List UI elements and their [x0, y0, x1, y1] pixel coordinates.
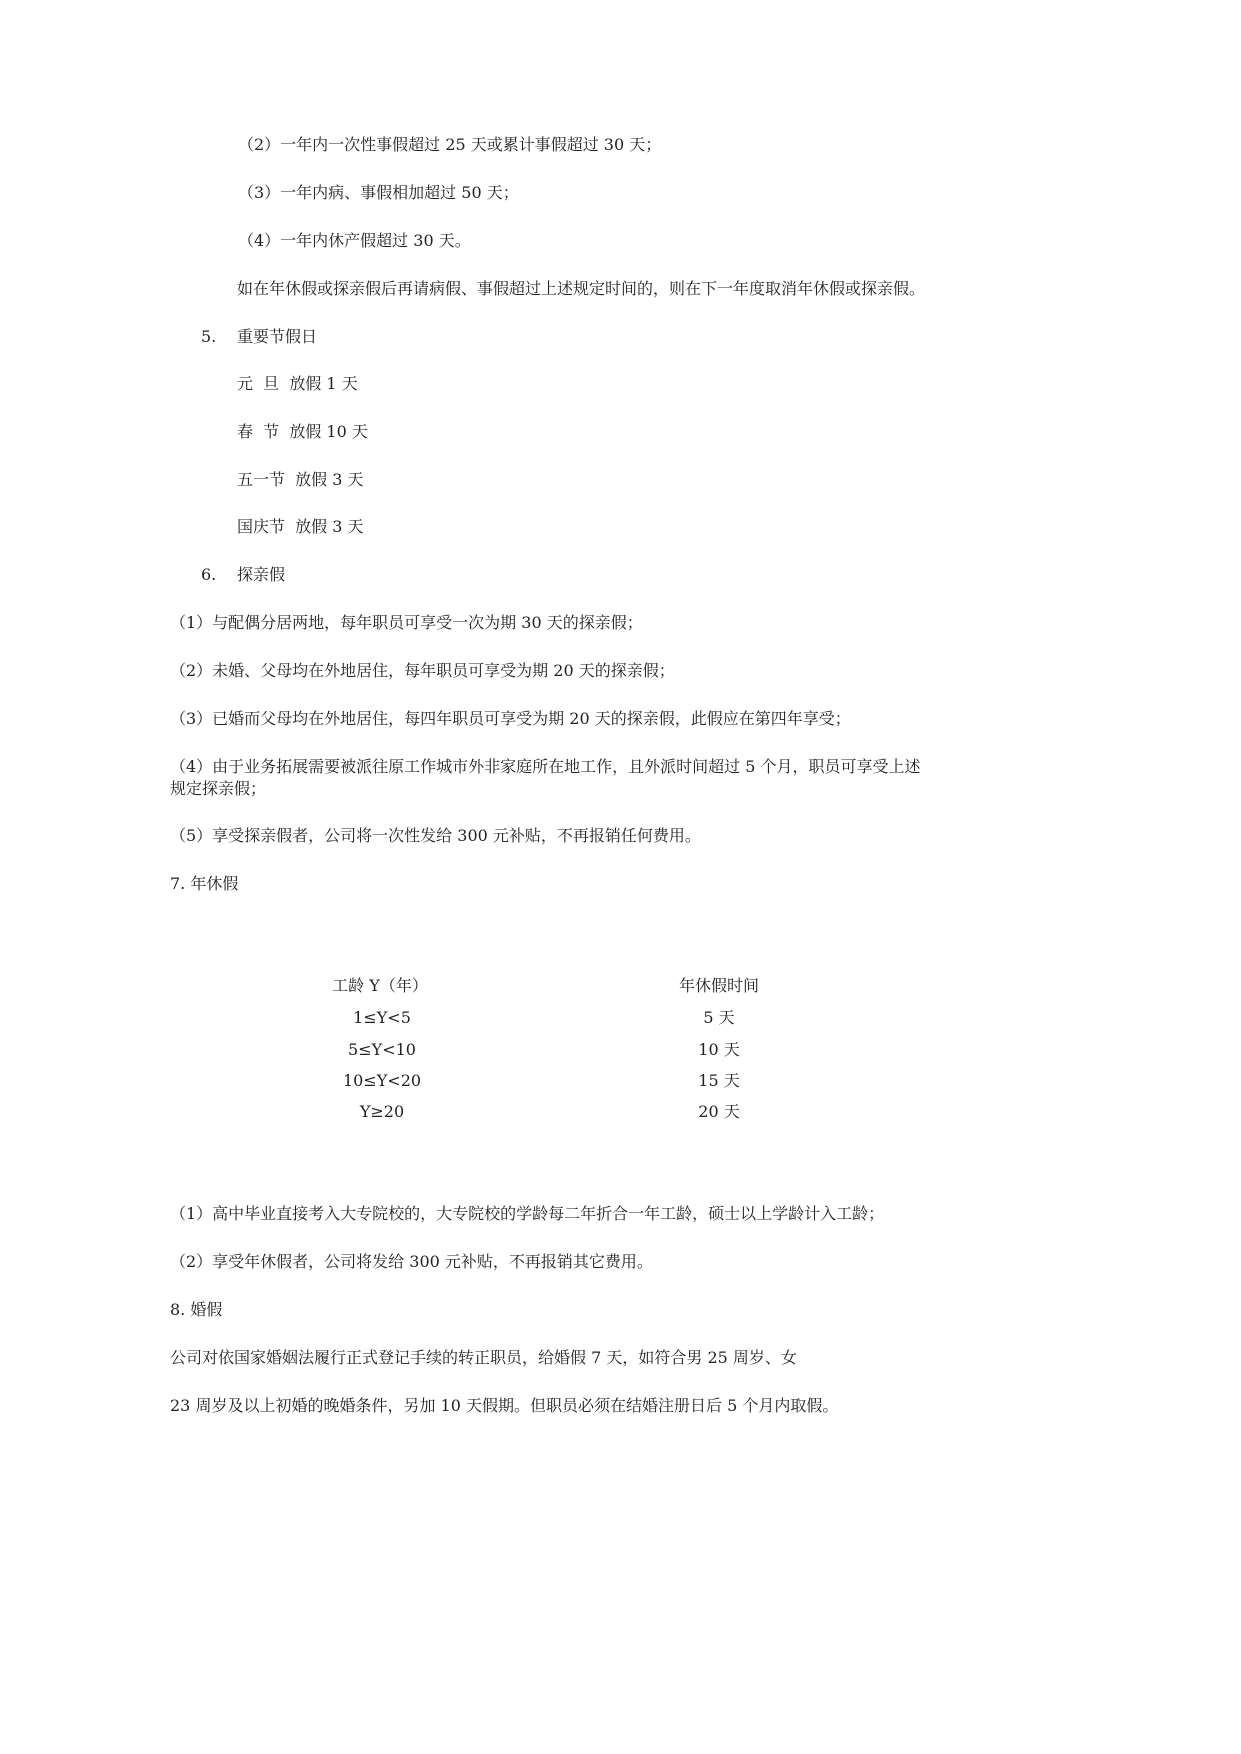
table-cell: 1≤Y<5	[353, 1008, 411, 1027]
section-7-title: 7. 年休假	[170, 874, 239, 893]
holiday-item: 元 旦 放假 1 天	[237, 374, 358, 393]
home-leave-item: （2）未婚、父母均在外地居住，每年职员可享受为期 20 天的探亲假；	[170, 661, 675, 680]
section-5-title: 重要节假日	[237, 327, 318, 346]
section-6-title: 探亲假	[237, 565, 286, 584]
marriage-leave-text: 公司对依国家婚姻法履行正式登记手续的转正职员，给婚假 7 天，如符合男 25 周岁、女	[170, 1348, 797, 1367]
condition-item-4: （4）一年内休产假超过 30 天。	[238, 231, 471, 250]
holiday-item: 五一节 放假 3 天	[237, 470, 364, 489]
table-cell: 15 天	[698, 1071, 740, 1090]
holiday-item: 国庆节 放假 3 天	[237, 517, 364, 536]
section-8-title: 8. 婚假	[170, 1300, 223, 1319]
table-header-seniority: 工龄 Y（年）	[332, 976, 428, 995]
table-cell: 20 天	[698, 1102, 740, 1121]
table-header-leave: 年休假时间	[678, 976, 760, 995]
condition-note: 如在年休假或探亲假后再请病假、事假超过上述规定时间的，则在下一年度取消年休假或探亲假。	[237, 279, 926, 298]
home-leave-item: （3）已婚而父母均在外地居住，每四年职员可享受为期 20 天的探亲假，此假应在第四年享受；	[170, 709, 851, 728]
home-leave-item: （4）由于业务拓展需要被派往原工作城市外非家庭所在地工作，且外派时间超过 5 个月，职员可享受上述	[170, 757, 921, 776]
condition-item-2: （2）一年内一次性事假超过 25 天或累计事假超过 30 天；	[238, 135, 662, 154]
annual-leave-note: （2）享受年休假者，公司将发给 300 元补贴，不再报销其它费用。	[170, 1252, 653, 1271]
marriage-leave-text: 23 周岁及以上初婚的晚婚条件，另加 10 天假期。但职员必须在结婚注册日后 5 个月内取假。	[170, 1396, 839, 1415]
annual-leave-note: （1）高中毕业直接考入大专院校的，大专院校的学龄每二年折合一年工龄，硕士以上学龄计入工龄；	[170, 1204, 885, 1223]
table-cell: 10 天	[698, 1040, 740, 1059]
home-leave-item: （5）享受探亲假者，公司将一次性发给 300 元补贴，不再报销任何费用。	[170, 826, 701, 845]
section-6-number: 6.	[201, 565, 217, 584]
condition-item-3: （3）一年内病、事假相加超过 50 天；	[238, 183, 519, 202]
home-leave-item: （1）与配偶分居两地，每年职员可享受一次为期 30 天的探亲假；	[170, 613, 643, 632]
holiday-item: 春 节 放假 10 天	[237, 422, 368, 441]
table-cell: 10≤Y<20	[342, 1071, 422, 1090]
table-cell: Y≥20	[359, 1102, 405, 1121]
table-cell: 5≤Y<10	[348, 1040, 416, 1059]
home-leave-item-cont: 规定探亲假；	[170, 779, 267, 798]
section-5-number: 5.	[201, 327, 217, 346]
table-cell: 5 天	[703, 1008, 735, 1027]
